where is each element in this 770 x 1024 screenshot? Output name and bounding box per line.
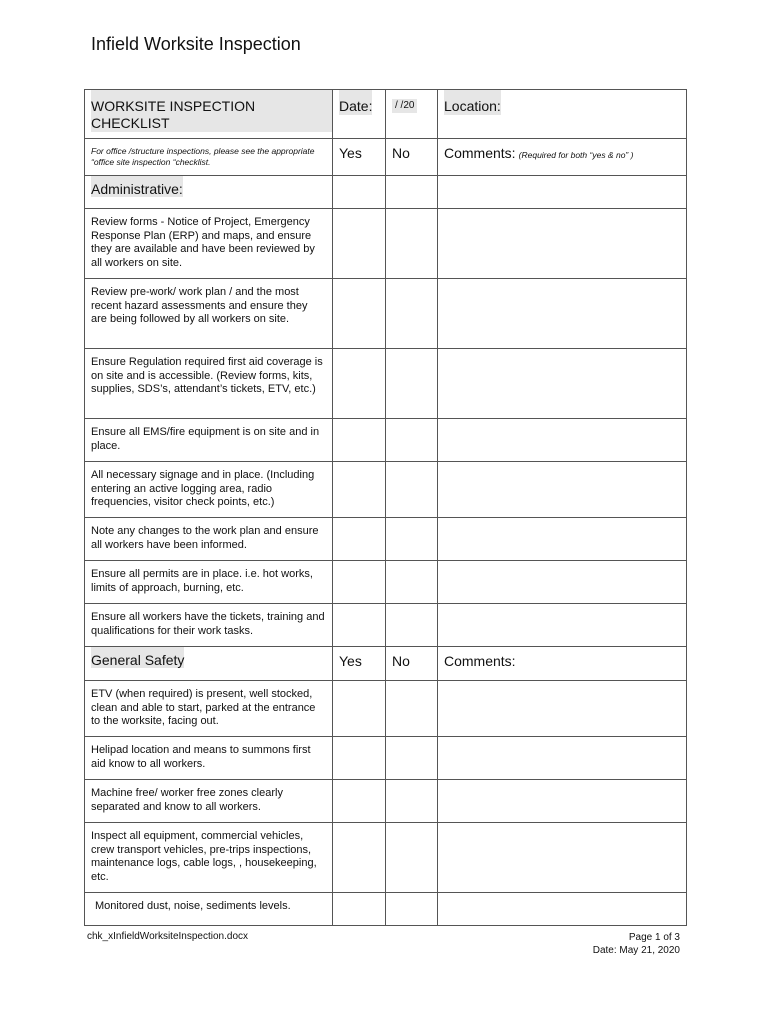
no-cell[interactable] (386, 681, 438, 737)
section-general-safety-title: General Safety (91, 647, 184, 668)
no-cell[interactable] (386, 893, 438, 926)
yes-cell[interactable] (333, 561, 386, 604)
yes-cell[interactable] (333, 737, 386, 780)
yes-cell[interactable] (333, 279, 386, 349)
table-row (85, 780, 687, 823)
checklist-item: Monitored dust, noise, sediments levels. (95, 900, 291, 912)
comments-cell[interactable] (438, 561, 687, 604)
table-row (85, 561, 687, 604)
comments-cell[interactable] (438, 349, 687, 419)
no-cell[interactable] (386, 518, 438, 561)
footer-page-number: Page 1 of 3 (628, 932, 680, 943)
checklist-item: Ensure all EMS/fire equipment is on site and in place. (91, 426, 320, 452)
footer-filename: chk_xInfieldWorksiteInspection.docx (87, 931, 249, 942)
checklist-item: Review forms - Notice of Project, Emergency Response Plan (ERP) and maps, and ensure they are available and have been reviewed by all workers on site. (91, 216, 315, 269)
comments-cell[interactable] (438, 462, 687, 518)
comments-cell[interactable] (438, 279, 687, 349)
comments-cell[interactable] (438, 604, 687, 647)
checklist-item: Helipad location and means to summons first aid know to all workers. (91, 744, 311, 770)
yes-cell[interactable] (333, 209, 386, 279)
comments-cell[interactable] (438, 681, 687, 737)
checklist-item: Ensure all permits are in place. i.e. hot works, limits of approach, burning, etc. (91, 568, 313, 594)
yes-cell[interactable] (333, 780, 386, 823)
office-inspection-note: For office /structure inspections, please see the appropriate “office site inspection “checklist. (91, 146, 315, 167)
yes-cell[interactable] (333, 823, 386, 893)
no-cell[interactable] (386, 462, 438, 518)
table-row (85, 737, 687, 780)
no-cell[interactable] (386, 419, 438, 462)
checklist-item: ETV (when required) is present, well stocked, clean and able to start, parked at the entrance to the worksite, facing out. (91, 688, 316, 727)
table-row (85, 419, 687, 462)
comments-cell[interactable] (438, 419, 687, 462)
comments-column-header: Comments: (444, 653, 516, 669)
yes-column-header: Yes (339, 145, 362, 161)
table-row (85, 462, 687, 518)
table-row (85, 604, 687, 647)
table-row (85, 209, 687, 279)
inspection-checklist-table (84, 89, 687, 926)
comments-cell[interactable] (438, 780, 687, 823)
no-cell[interactable] (386, 737, 438, 780)
yes-cell[interactable] (333, 604, 386, 647)
checklist-title: WORKSITE INSPECTION CHECKLIST (91, 90, 332, 132)
no-cell[interactable] (386, 604, 438, 647)
date-field[interactable]: / /20 (392, 99, 417, 113)
table-row (85, 681, 687, 737)
table-row (85, 893, 687, 926)
document-title: Infield Worksite Inspection (91, 34, 301, 54)
table-row (85, 823, 687, 893)
yes-cell[interactable] (333, 462, 386, 518)
yes-cell[interactable] (333, 681, 386, 737)
no-cell[interactable] (386, 780, 438, 823)
checklist-item: Inspect all equipment, commercial vehicles, crew transport vehicles, pre-trips inspections, maintenance logs, cable logs, , housekeeping, etc. (91, 830, 317, 883)
comments-cell[interactable] (438, 823, 687, 893)
comments-hint: (Required for both “yes & no” ) (518, 150, 634, 160)
no-cell[interactable] (386, 349, 438, 419)
yes-cell[interactable] (333, 893, 386, 926)
no-cell[interactable] (386, 823, 438, 893)
checklist-item: Note any changes to the work plan and ensure all workers have been informed. (91, 525, 319, 551)
no-cell[interactable] (386, 209, 438, 279)
footer-date: Date: May 21, 2020 (592, 945, 680, 956)
table-row (85, 279, 687, 349)
checklist-item: All necessary signage and in place. (Including entering an active logging area, radio frequencies, visitor check points, etc.) (91, 469, 315, 508)
comments-cell[interactable] (438, 518, 687, 561)
no-column-header: No (392, 145, 410, 161)
comments-cell[interactable] (438, 737, 687, 780)
comments-cell[interactable] (438, 893, 687, 926)
no-column-header: No (392, 653, 410, 669)
no-cell[interactable] (386, 279, 438, 349)
location-label: Location: (444, 90, 501, 115)
checklist-item: Machine free/ worker free zones clearly separated and know to all workers. (91, 787, 283, 813)
section-administrative-title: Administrative: (91, 176, 183, 197)
yes-column-header: Yes (339, 653, 362, 669)
table-row (85, 349, 687, 419)
comments-cell[interactable] (438, 209, 687, 279)
checklist-item: Ensure all workers have the tickets, training and qualifications for their work tasks. (91, 611, 325, 637)
table-row (85, 518, 687, 561)
checklist-item: Ensure Regulation required first aid coverage is on site and is accessible. (Review forms, kits, supplies, SDS’s, attendant’s tickets, ETV, etc.) (91, 356, 323, 395)
no-cell[interactable] (386, 561, 438, 604)
yes-cell[interactable] (333, 349, 386, 419)
date-label: Date: (339, 90, 372, 115)
comments-column-header: Comments: (444, 145, 516, 161)
yes-cell[interactable] (333, 518, 386, 561)
checklist-item: Review pre-work/ work plan / and the most recent hazard assessments and ensure they are being followed by all workers on site. (91, 286, 308, 325)
yes-cell[interactable] (333, 419, 386, 462)
footer-page-info (593, 931, 680, 957)
